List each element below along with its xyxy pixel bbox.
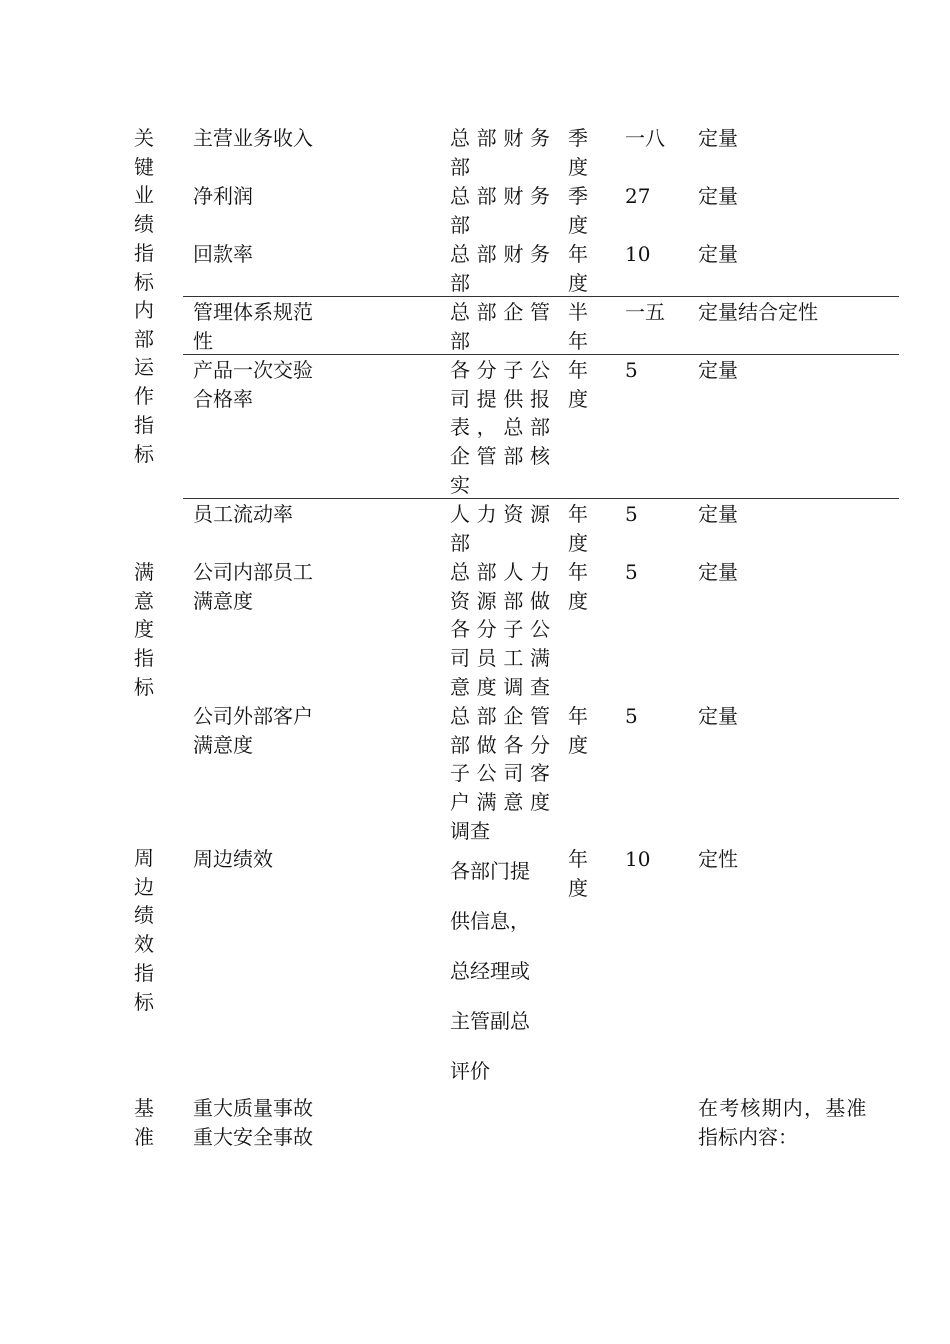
responsible-dept: 总部人力 资源部做 各分子公 司员工满 意度调查 — [450, 560, 550, 699]
indicator-type: 定量 — [698, 184, 738, 208]
indicator-name: 公司外部客户 满意度 — [193, 704, 313, 757]
weight-value: 10 — [625, 847, 651, 871]
assessment-period: 年 度 — [568, 502, 588, 555]
weight-value: 5 — [625, 704, 638, 728]
assessment-period: 年 度 — [568, 358, 588, 411]
indicator-type: 在考核期内，基准 指标内容： — [698, 1096, 868, 1149]
group-label-baseline: 基 准 — [134, 1096, 154, 1149]
responsible-dept: 总部财务 部 — [450, 126, 550, 179]
responsible-dept: 总部财务 部 — [450, 242, 550, 295]
indicator-name: 产品一次交验 合格率 — [193, 358, 313, 411]
indicator-type: 定性 — [698, 847, 738, 871]
indicator-type: 定量 — [698, 242, 738, 266]
assessment-period: 季 度 — [568, 184, 588, 237]
weight-value: 5 — [625, 560, 638, 584]
indicator-name: 管理体系规范 性 — [193, 300, 313, 353]
responsible-dept: 总部财务 部 — [450, 184, 550, 237]
indicator-name: 净利润 — [193, 184, 253, 208]
assessment-period: 年 度 — [568, 847, 588, 900]
indicator-name: 回款率 — [193, 242, 253, 266]
indicator-type: 定量 — [698, 560, 738, 584]
indicator-type: 定量 — [698, 358, 738, 382]
weight-value: 10 — [625, 242, 651, 266]
responsible-dept: 各分子公 司提供报 表，总部 企管部核 实 — [450, 358, 550, 497]
assessment-period: 年 度 — [568, 242, 588, 295]
indicator-type: 定量 — [698, 704, 738, 728]
indicator-type: 定量 — [698, 126, 738, 150]
responsible-dept: 各部门提 供信息， 总经理或 主管副总 评价 — [450, 859, 530, 1083]
assessment-period: 半 年 — [568, 300, 588, 353]
weight-value: 5 — [625, 358, 638, 382]
weight-value: 一五 — [625, 300, 665, 324]
responsible-dept: 总部企管 部做各分 子公司客 户满意度 调查 — [450, 704, 550, 843]
group-label-satisfaction: 满 意 度 指 标 — [134, 560, 154, 699]
indicator-name: 重大质量事故 重大安全事故 — [193, 1096, 313, 1149]
responsible-dept: 总部企管 部 — [450, 300, 550, 353]
assessment-period: 年 度 — [568, 560, 588, 613]
responsible-dept: 人力资源 部 — [450, 502, 550, 555]
group-label-key: 关 键 业 绩 指 标 — [134, 126, 154, 294]
weight-value: 5 — [625, 502, 638, 526]
weight-value: 一八 — [625, 126, 665, 150]
group-label-internal: 内 部 运 作 指 标 — [134, 298, 154, 466]
assessment-period: 年 度 — [568, 704, 588, 757]
assessment-period: 季 度 — [568, 126, 588, 179]
indicator-name: 公司内部员工 满意度 — [193, 560, 313, 613]
indicator-name: 周边绩效 — [193, 847, 273, 871]
indicator-type: 定量 — [698, 502, 738, 526]
indicator-name: 主营业务收入 — [193, 126, 313, 150]
weight-value: 27 — [625, 184, 651, 208]
indicator-name: 员工流动率 — [193, 502, 293, 526]
indicator-type: 定量结合定性 — [698, 300, 818, 324]
group-label-peripheral: 周 边 绩 效 指 标 — [134, 846, 154, 1014]
